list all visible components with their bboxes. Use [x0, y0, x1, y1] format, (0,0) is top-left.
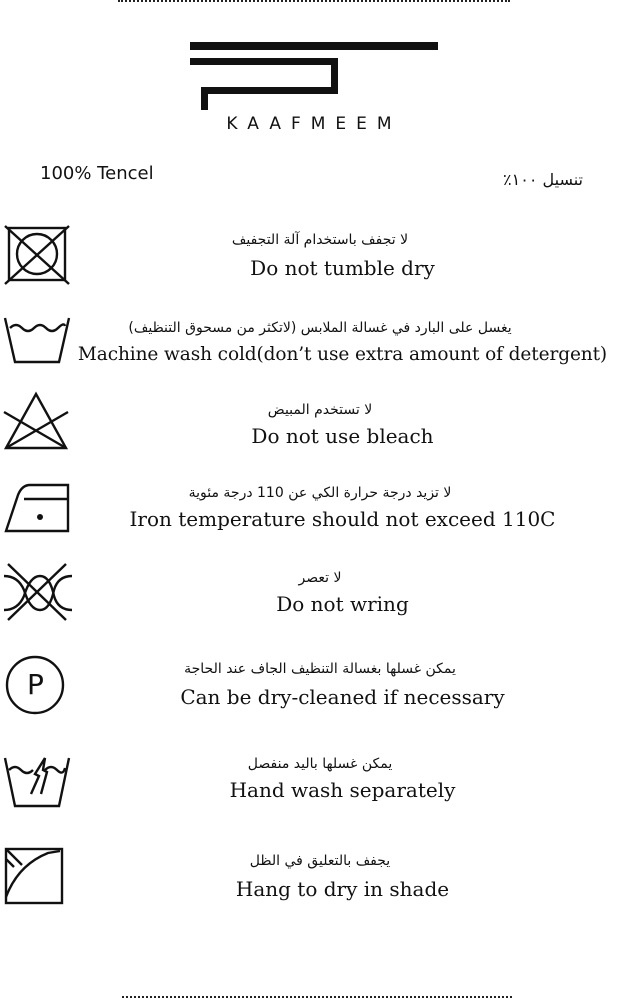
fiber-content-arabic: تنسيل ١٠٠٪	[503, 170, 583, 189]
care-instruction-arabic: لا تستخدم المبيض	[267, 402, 373, 418]
brand-name: KAAFMEEM	[226, 114, 402, 134]
no-bleach-icon	[0, 390, 72, 452]
bottom-stitch-border	[122, 996, 512, 998]
machine-wash-cold-icon	[1, 312, 73, 372]
dry-clean-letter: P	[27, 668, 44, 701]
care-instruction-english: Machine wash cold(don’t use extra amount of detergent)	[77, 344, 608, 365]
care-row-bleach	[0, 390, 621, 460]
care-instruction-arabic: لا تعصر	[298, 570, 342, 586]
care-row-drip-dry-shade	[0, 845, 621, 915]
care-instruction-english: Hand wash separately	[229, 778, 456, 802]
care-instruction-english: Do not use bleach	[251, 424, 434, 448]
care-row-tumble-dry	[0, 222, 621, 292]
care-instruction-arabic: يغسل على البارد في غسالة الملابس (لاتكثر من مسحوق التنظيف)	[128, 320, 512, 336]
care-row-machine-wash	[0, 310, 621, 380]
care-instruction-arabic: لا تزيد درجة حرارة الكي عن 110 درجة مئوية	[188, 485, 452, 501]
top-stitch-border	[118, 0, 510, 2]
care-row-dry-clean	[0, 653, 621, 723]
care-row-hand-wash	[0, 748, 621, 818]
care-instruction-arabic: يمكن غسلها بغسالة التنظيف الجاف عند الحاجة	[184, 661, 456, 677]
do-not-wring-icon	[0, 562, 76, 622]
care-row-iron	[0, 475, 621, 545]
care-instruction-english: Can be dry-cleaned if necessary	[180, 685, 505, 709]
fiber-content-english: 100% Tencel	[40, 163, 154, 184]
care-row-wring	[0, 562, 621, 632]
care-instruction-english: Iron temperature should not exceed 110C	[129, 507, 556, 531]
care-instruction-arabic: لا تجفف باستخدام آلة التجفيف	[231, 232, 409, 248]
kaafmeem-logo-mark	[188, 40, 440, 110]
iron-low-temperature-icon	[0, 481, 72, 537]
care-instruction-english: Do not wring	[276, 592, 409, 616]
care-instruction-arabic: يجفف بالتعليق في الظل	[249, 853, 391, 869]
drip-dry-shade-icon	[0, 845, 72, 907]
care-instruction-english: Do not tumble dry	[250, 256, 435, 280]
care-instruction-arabic: يمكن غسلها باليد منفصل	[247, 756, 393, 772]
care-instruction-english: Hang to dry in shade	[235, 877, 450, 901]
tumble-dry-prohibited-icon	[1, 222, 73, 288]
hand-wash-icon	[1, 750, 73, 812]
